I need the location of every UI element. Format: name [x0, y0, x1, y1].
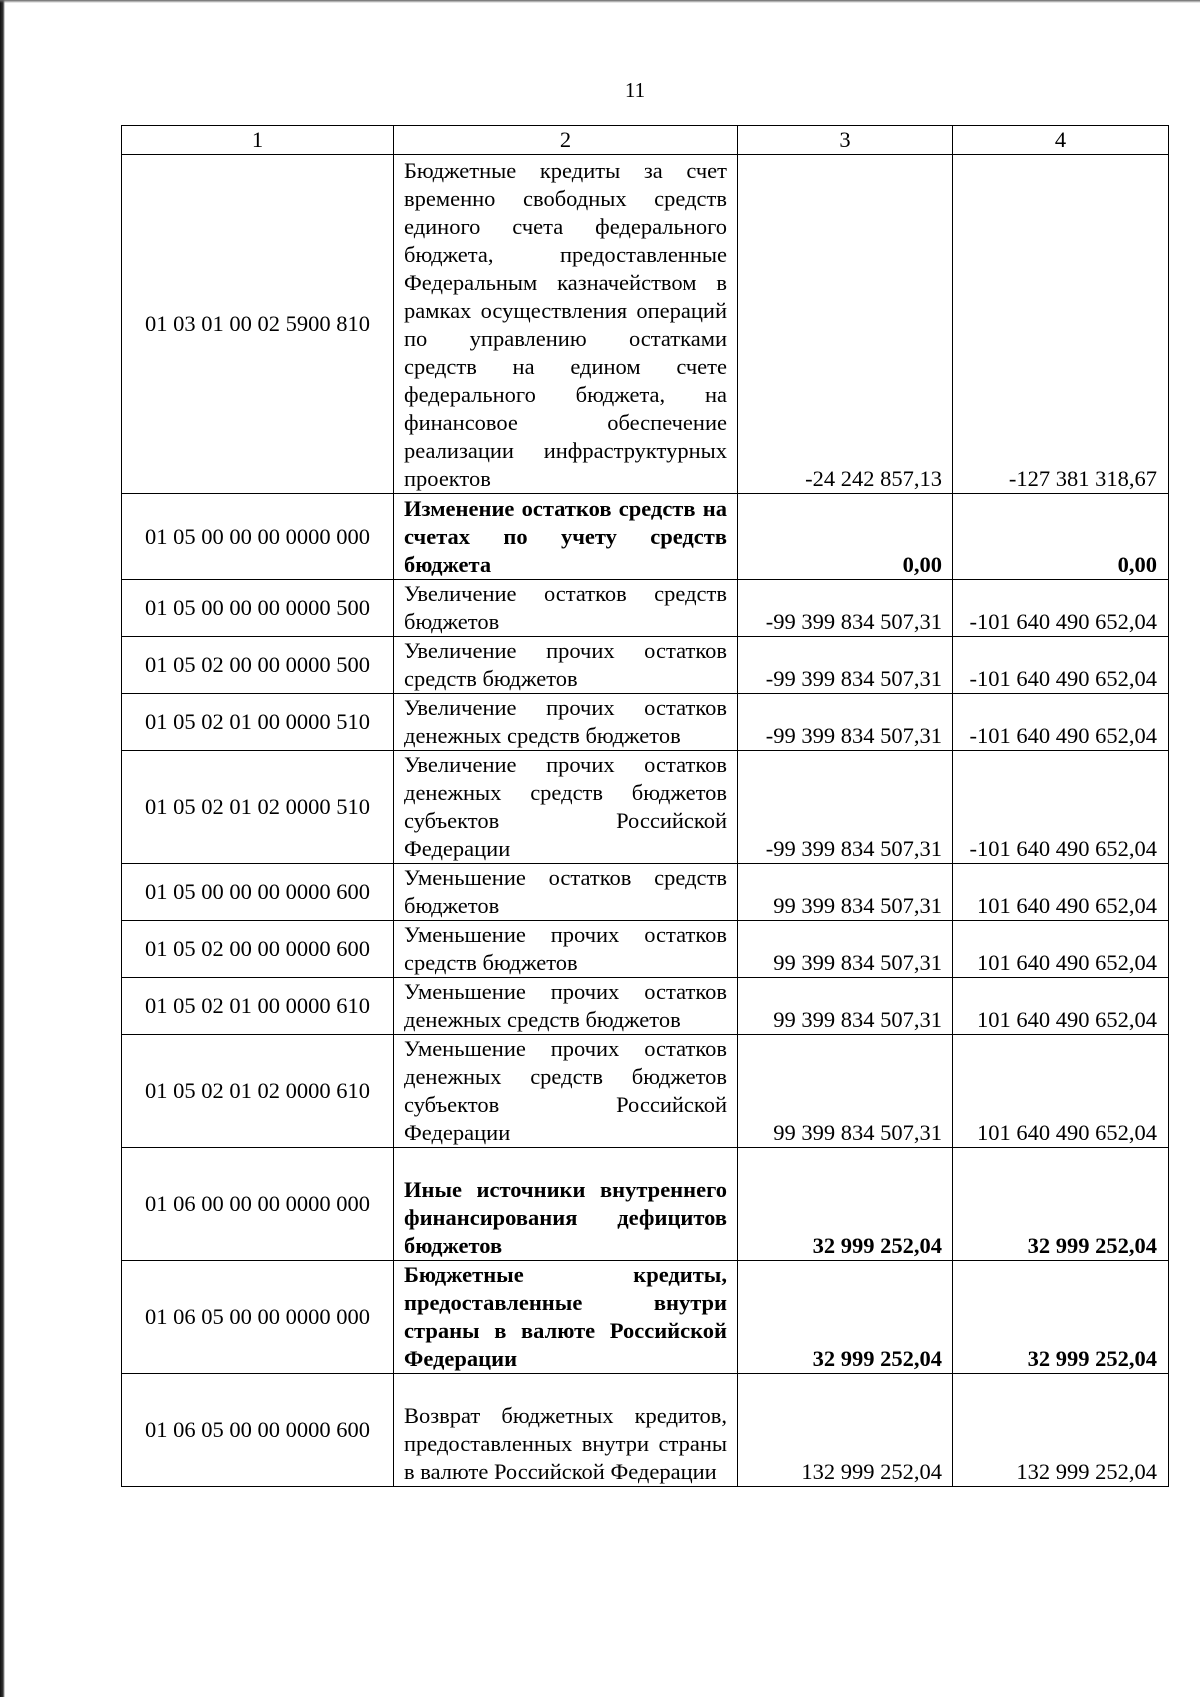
row-value-col4: -101 640 490 652,04 — [953, 694, 1169, 751]
budget-sources-table — [121, 125, 1169, 1487]
table-row — [122, 494, 1169, 580]
row-name: Изменение остатков средств на счетах по учету средств бюджета — [394, 494, 738, 580]
page-number: 11 — [624, 78, 646, 102]
row-code: 01 05 02 00 00 0000 600 — [122, 921, 394, 978]
row-value-col4: 101 640 490 652,04 — [953, 978, 1169, 1035]
table-row — [122, 864, 1169, 921]
row-name: Уменьшение прочих остатков средств бюджетов — [394, 921, 738, 978]
table-row — [122, 921, 1169, 978]
row-name: Уменьшение остатков средств бюджетов — [394, 864, 738, 921]
row-value-col4: 132 999 252,04 — [953, 1374, 1169, 1487]
row-value-col3: 132 999 252,04 — [738, 1374, 953, 1487]
row-code: 01 05 02 01 02 0000 510 — [122, 751, 394, 864]
table-row — [122, 751, 1169, 864]
row-code: 01 03 01 00 02 5900 810 — [122, 155, 394, 494]
row-value-col3: -99 399 834 507,31 — [738, 751, 953, 864]
row-code: 01 05 02 01 00 0000 510 — [122, 694, 394, 751]
row-value-col3: 32 999 252,04 — [738, 1148, 953, 1261]
row-value-col4: 0,00 — [953, 494, 1169, 580]
table-row — [122, 637, 1169, 694]
row-value-col3: 0,00 — [738, 494, 953, 580]
row-code: 01 06 05 00 00 0000 600 — [122, 1374, 394, 1487]
row-code: 01 05 00 00 00 0000 500 — [122, 580, 394, 637]
row-value-col4: 101 640 490 652,04 — [953, 864, 1169, 921]
header-row — [122, 126, 1169, 155]
row-name: Увеличение прочих остатков денежных средств бюджетов субъектов Российской Федерации — [394, 751, 738, 864]
row-name: Увеличение прочих остатков средств бюджетов — [394, 637, 738, 694]
table-row — [122, 694, 1169, 751]
header-col-3: 3 — [738, 126, 953, 155]
row-value-col3: -99 399 834 507,31 — [738, 580, 953, 637]
row-code: 01 06 05 00 00 0000 000 — [122, 1261, 394, 1374]
row-code: 01 05 02 00 00 0000 500 — [122, 637, 394, 694]
table-row — [122, 1261, 1169, 1374]
table-row — [122, 1148, 1169, 1261]
row-name: Иные источники внутреннего финансирования дефицитов бюджетов — [394, 1148, 738, 1261]
row-value-col4: 32 999 252,04 — [953, 1148, 1169, 1261]
row-name: Увеличение остатков средств бюджетов — [394, 580, 738, 637]
row-name: Возврат бюджетных кредитов, предоставленных внутри страны в валюте Российской Федерации — [394, 1374, 738, 1487]
row-name: Уменьшение прочих остатков денежных средств бюджетов субъектов Российской Федерации — [394, 1035, 738, 1148]
scan-edge-top — [0, 0, 1200, 3]
table-row — [122, 155, 1169, 494]
row-code: 01 05 00 00 00 0000 000 — [122, 494, 394, 580]
table-row — [122, 978, 1169, 1035]
row-value-col4: -101 640 490 652,04 — [953, 637, 1169, 694]
header-col-2: 2 — [394, 126, 738, 155]
row-name: Бюджетные кредиты, предоставленные внутри страны в валюте Российской Федерации — [394, 1261, 738, 1374]
row-value-col3: 99 399 834 507,31 — [738, 978, 953, 1035]
row-value-col3: 99 399 834 507,31 — [738, 921, 953, 978]
row-value-col4: 32 999 252,04 — [953, 1261, 1169, 1374]
header-col-1: 1 — [122, 126, 394, 155]
row-value-col4: -101 640 490 652,04 — [953, 751, 1169, 864]
row-value-col3: 32 999 252,04 — [738, 1261, 953, 1374]
scan-edge-left — [0, 0, 5, 1697]
row-name: Бюджетные кредиты за счет временно свободных средств единого счета федерального бюджета, предоставленные Федеральным казначейством в рамках осуществления операций по управлению остатками средств на едином счете федерального бюджета, на финансовое обеспечение реализации инфраструктурных проектов — [394, 155, 738, 494]
row-code: 01 05 00 00 00 0000 600 — [122, 864, 394, 921]
row-name: Увеличение прочих остатков денежных средств бюджетов — [394, 694, 738, 751]
row-value-col3: 99 399 834 507,31 — [738, 1035, 953, 1148]
row-value-col3: 99 399 834 507,31 — [738, 864, 953, 921]
table-row — [122, 580, 1169, 637]
row-value-col4: -101 640 490 652,04 — [953, 580, 1169, 637]
row-value-col3: -99 399 834 507,31 — [738, 637, 953, 694]
row-code: 01 06 00 00 00 0000 000 — [122, 1148, 394, 1261]
row-value-col3: -24 242 857,13 — [738, 155, 953, 494]
row-value-col4: 101 640 490 652,04 — [953, 1035, 1169, 1148]
row-value-col4: -127 381 318,67 — [953, 155, 1169, 494]
table-row — [122, 1035, 1169, 1148]
header-col-4: 4 — [953, 126, 1169, 155]
row-code: 01 05 02 01 02 0000 610 — [122, 1035, 394, 1148]
row-value-col4: 101 640 490 652,04 — [953, 921, 1169, 978]
row-code: 01 05 02 01 00 0000 610 — [122, 978, 394, 1035]
row-value-col3: -99 399 834 507,31 — [738, 694, 953, 751]
row-name: Уменьшение прочих остатков денежных средств бюджетов — [394, 978, 738, 1035]
table-row — [122, 1374, 1169, 1487]
